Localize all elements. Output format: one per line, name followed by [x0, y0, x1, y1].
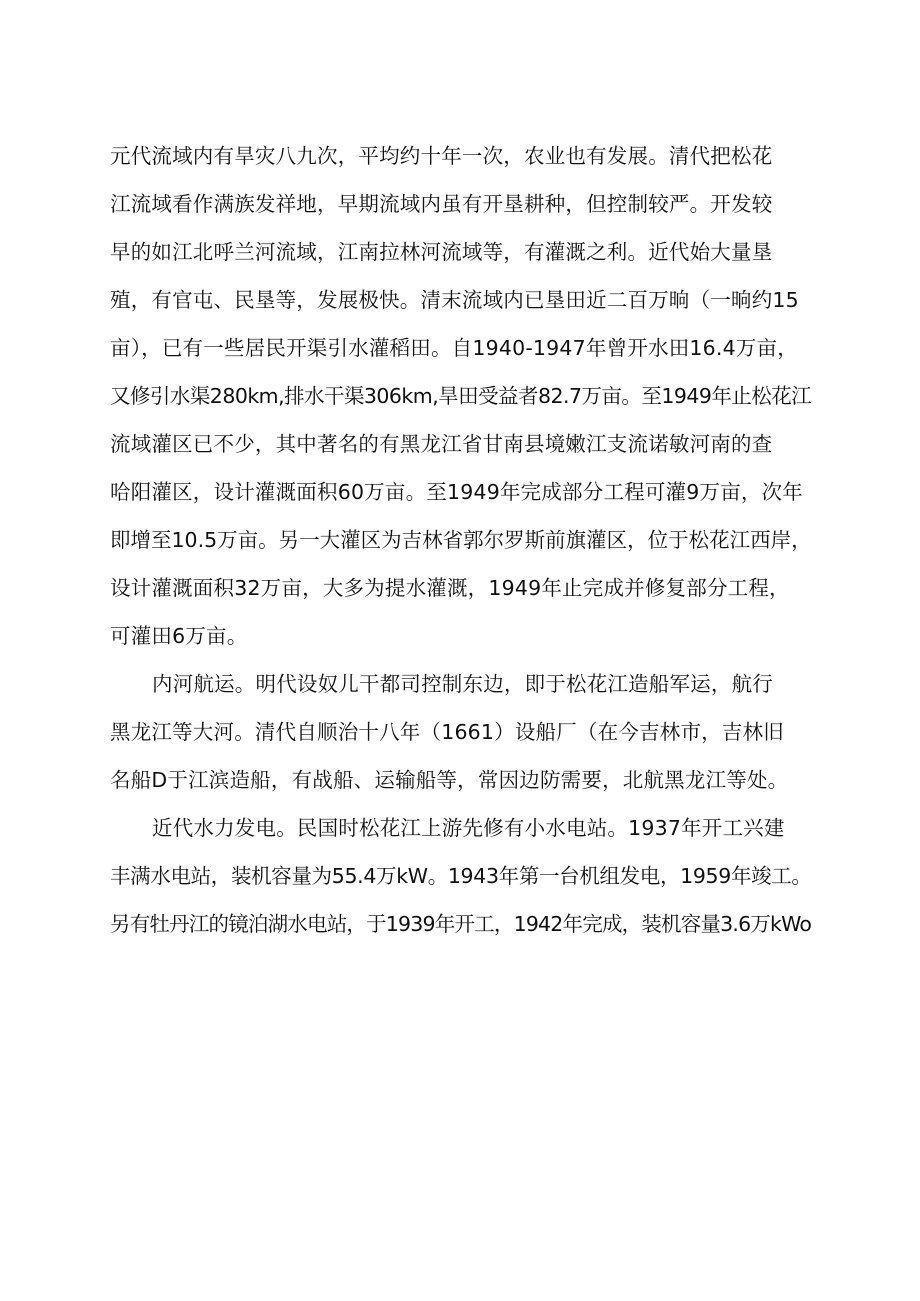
text-line: 丰满水电站，装机容量为55.4万kW。1943年第一台机组发电，1959年竣工。	[110, 864, 812, 888]
text-line: 流域灌区已不少，其中著名的有黑龙江省甘南县境嫩江支流诺敏河南的查	[110, 432, 773, 456]
text-line: 亩），已有一些居民开渠引水灌稻田。自1940-1947年曾开水田16.4万亩，	[110, 336, 798, 360]
text-line: 名船D于江滨造船，有战船、运输船等，常因边防需要，北航黑龙江等处。	[110, 768, 789, 792]
text-line: 早的如江北呼兰河流域，江南拉林河流域等，有灌溉之利。近代始大量垦	[110, 240, 773, 264]
text-line: 另有牡丹江的镜泊湖水电站，于1939年开工，1942年完成，装机容量3.6万kWo	[110, 912, 812, 936]
paragraph-first-line: 内河航运。明代设奴儿干都司控制东边，即于松花江造船军运，航行	[152, 672, 773, 696]
text-line: 殖，有官屯、民垦等，发展极快。清末流域内已垦田近二百万晌（一晌约15	[110, 288, 799, 312]
text-line: 元代流域内有旱灾八九次，平均约十年一次，农业也有发展。清代把松花	[110, 144, 773, 168]
text-line: 又修引水渠280km,排水干渠306km,旱田受益者82.7万亩。至1949年止松花江	[110, 384, 812, 408]
text-line: 即增至10.5万亩。另一大灌区为吉林省郭尔罗斯前旗灌区，位于松花江西岸，	[110, 528, 812, 552]
paragraph-first-line: 近代水力发电。民国时松花江上游先修有小水电站。1937年开工兴建	[152, 816, 785, 840]
text-line: 哈阳灌区，设计灌溉面积60万亩。至1949年完成部分工程可灌9万亩，次年	[110, 480, 803, 504]
text-line: 黑龙江等大河。清代自顺治十八年（1661）设船厂（在今吉林市，吉林旧	[110, 720, 784, 744]
text-line: 江流域看作满族发祥地，早期流域内虽有开垦耕种，但控制较严。开发较	[110, 192, 773, 216]
text-line: 可灌田6万亩。	[110, 624, 248, 648]
text-line: 设计灌溉面积32万亩，大多为提水灌溉，1949年止完成并修复部分工程，	[110, 576, 790, 600]
